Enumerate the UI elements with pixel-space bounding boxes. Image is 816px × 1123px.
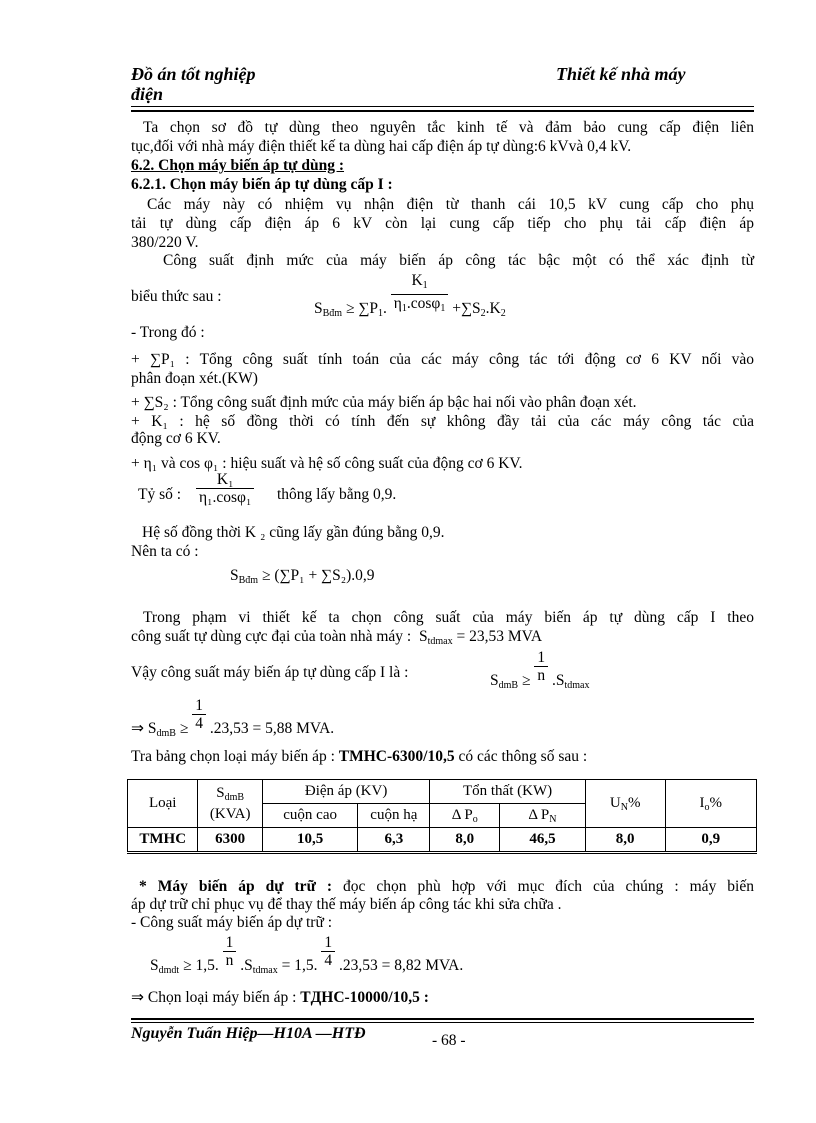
f1-lhs: S (314, 300, 323, 318)
f1-fraction (391, 272, 449, 317)
where-item-3-cont: động cơ 6 KV. (131, 430, 221, 447)
para1-line-2: tải tự dùng cấp điện áp 6 kV còn lại cung cấp tiếp cho phụ tải cấp điện áp (131, 215, 754, 232)
f1-op-sub: 1 (378, 308, 384, 320)
final-choice-prefix: ⇒ Chọn loại máy biến áp : (131, 989, 297, 1006)
f5-sub: dmdt (158, 965, 180, 977)
para3-line-1: Trong phạm vi thiết kế ta chọn công suất của máy biến áp tự dùng cấp I theo (143, 609, 754, 626)
ratio-num: K₁ (216, 471, 234, 488)
th-s (198, 780, 262, 828)
f5-b-sub: tdmax (252, 965, 278, 977)
th-loai: Loại (128, 780, 198, 828)
reserve-line-3: - Công suất máy biến áp dự trữ : (131, 914, 333, 931)
f4-tail: .23,53 = 5,88 MVA. (209, 720, 335, 738)
section-subtitle: 6.2.1. Chọn máy biến áp tự dùng cấp I : (131, 176, 393, 193)
intro-line-1: Ta chọn sơ đồ tự dùng theo nguyên tắc kinh tế và đảm bảo cung cấp điện liên (143, 119, 754, 136)
cell-p0: 8,0 (430, 828, 500, 853)
cell-loai: TMHC (128, 828, 198, 853)
f3-tail-sub: tdmax (564, 680, 590, 692)
f1-lhs-sub: Bđm (322, 308, 343, 320)
where-item-3: + K₁ : hệ số đồng thời có tính đến sự không đầy tải của các máy công tác của (131, 413, 754, 430)
section-title: 6.2. Chọn máy biến áp tự dùng : (131, 157, 345, 174)
ratio-label: Tỷ số : (138, 486, 182, 503)
page-number: - 68 - (432, 1032, 466, 1049)
choose-model: TMHC-6300/10,5 (338, 748, 455, 765)
f5-num1: 1 (225, 934, 234, 951)
cell-io: 0,9 (665, 828, 756, 853)
coef-formula-lhs: S (230, 567, 239, 584)
header-rule-bottom (131, 110, 754, 112)
f1-den2-sub: 1 (440, 303, 446, 314)
para3-line-2-rhs: = 23,53 MVA (452, 628, 543, 645)
where-item-2: + ∑S₂ : Tổng công suất định mức của máy biến áp bậc hai nối vào phân đoạn xét. (131, 394, 637, 411)
where-item-1-cont: phân đoạn xét.(KW) (131, 370, 258, 387)
f4-arrow: ⇒ (131, 720, 148, 738)
ratio-fraction (196, 471, 254, 506)
f4-lhs: S (147, 720, 157, 738)
th-p0 (430, 804, 500, 828)
th-s-sub: dmB (224, 791, 245, 803)
coef-formula (230, 567, 375, 586)
para3-line-2-text: công suất tự dùng cực đại của toàn nhà máy : (131, 628, 412, 645)
f3-op: ≥ (518, 672, 535, 690)
f5-d: .23,53 = 8,82 MVA. (338, 957, 464, 975)
coef-formula-rhs: ≥ (∑P₁ + ∑S₂).0,9 (258, 567, 375, 584)
formula-5 (150, 934, 464, 977)
f5-den2: 4 (321, 951, 335, 969)
th-io-sub: o (704, 801, 710, 813)
formula-4 (131, 697, 335, 740)
f3-tail: .S (551, 672, 565, 690)
formula-3 (490, 649, 590, 692)
para2-line-1: Công suất định mức của máy biến áp công tác bậc một có thể xác định từ (163, 252, 754, 269)
f1-op: ≥ ∑P (342, 300, 379, 318)
th-p0-sub: o (472, 813, 478, 825)
th-s-unit: (KVA) (209, 805, 251, 822)
choose-prefix: Tra bảng chọn loại máy biến áp : (131, 748, 335, 765)
th-un (585, 780, 665, 828)
th-pn-label: Δ P (528, 806, 550, 823)
footer-author: Nguyễn Tuấn Hiệp—H10A —HTĐ (131, 1025, 366, 1042)
formula-sbdm: $S_{Bđm} \ge \sum P_1$. $\frac{K_1}{\eta_1.\cos\varphi_1}$ $+\sum S_2.K_2$ (314, 272, 506, 320)
th-cuon-cao: cuộn cao (262, 804, 357, 828)
f5-a: ≥ 1,5. (179, 957, 219, 975)
f5-c: = 1,5. (277, 957, 318, 975)
where-item-4: + η₁ và cos φ₁ : hiệu suất và hệ số công suất của động cơ 6 KV. (131, 455, 523, 472)
final-choice-model: TДHC-10000/10,5 : (300, 989, 429, 1006)
f3-sub: dmB (498, 680, 519, 692)
cell-pn: 46,5 (500, 828, 586, 853)
final-choice (131, 988, 429, 1007)
th-pn-sub: N (549, 813, 557, 825)
f3-num: 1 (537, 649, 546, 666)
para3-line-3: Vậy công suất máy biến áp tự dùng cấp I là : (131, 664, 409, 681)
f3-den: n (534, 666, 548, 684)
header-title-left-cont: điện (131, 84, 164, 104)
intro-line-2: tục,đối với nhà máy điện thiết kế ta dùng hai cấp điện áp tự dùng:6 kVvà 0,4 kV. (131, 138, 632, 155)
cell-s: 6300 (198, 828, 262, 853)
f4-sub: dmB (156, 728, 176, 740)
f4-den: 4 (192, 714, 206, 732)
f3-lhs: S (490, 672, 499, 690)
f5-num2: 1 (324, 934, 333, 951)
choose-suffix: có các thông số sau : (458, 748, 588, 765)
f1-num: K (411, 272, 423, 289)
th-p0-label: Δ P (451, 806, 473, 823)
header-title-left: Đồ án tốt nghiệp (131, 64, 256, 84)
table-row (128, 828, 757, 853)
f1-den: η (393, 295, 402, 312)
f1-tail2-sub: 2 (500, 308, 506, 320)
header-title-right: Thiết kế nhà máy (556, 64, 686, 84)
f5-b: .S (240, 957, 253, 975)
th-io-label: I (699, 794, 705, 811)
f1-tail2: .K (485, 300, 501, 318)
choose-line (131, 748, 587, 766)
cell-cao: 10,5 (262, 828, 357, 853)
th-s-label: S (216, 784, 225, 801)
coef-formula-sub: Bđm (238, 575, 259, 586)
th-pn (500, 804, 586, 828)
ratio-den: η₁.cosφ₁ (196, 488, 254, 506)
transformer-spec-table (127, 779, 757, 854)
f4-op: ≥ (175, 720, 193, 738)
para1-line-1: Các máy này có nhiệm vụ nhận điện từ thanh cái 10,5 kV cung cấp cho phụ (147, 196, 754, 213)
f1-den2: .cosφ (406, 295, 441, 312)
para1-line-3: 380/220 V. (131, 234, 199, 251)
f5-lhs: S (150, 957, 159, 975)
para3-line-2-sub: tdmax (427, 636, 453, 647)
para3-line-2 (131, 628, 542, 647)
th-io-pct: % (709, 794, 723, 811)
cell-ha: 6,3 (358, 828, 430, 853)
ratio-tail: thông lấy bằng 0,9. (277, 486, 397, 503)
th-un-sub: N (620, 801, 628, 813)
th-dienap: Điện áp (KV) (262, 780, 429, 804)
th-io (665, 780, 756, 828)
para3-line-2-lhs: S (418, 628, 428, 645)
header-rule-top (131, 106, 754, 107)
reserve-line-1-bold: * Máy biến áp dự trữ : (139, 878, 333, 895)
reserve-line-2: áp dự trữ chỉ phục vụ để thay thế máy biến áp công tác khi sửa chữa . (131, 896, 562, 913)
th-un-pct: % (627, 794, 641, 811)
f1-tail: +∑S (452, 300, 481, 318)
f5-den1: n (223, 951, 237, 969)
footer-rule-bottom (131, 1022, 754, 1023)
th-cuon-ha: cuộn hạ (358, 804, 430, 828)
f1-den-sub: 1 (401, 303, 407, 314)
footer-rule-top (131, 1018, 754, 1020)
where-item-1: + ∑P₁ : Tổng công suất tính toán của các máy công tác tới động cơ 6 KV nối vào (131, 351, 754, 368)
cell-un: 8,0 (585, 828, 665, 853)
th-tonthat: Tổn thất (KW) (430, 780, 585, 804)
f4-num: 1 (195, 697, 203, 714)
reserve-line-1 (131, 878, 754, 896)
f1-num-sub: 1 (422, 280, 428, 291)
reserve-line-1-rest: đọc chọn phù hợp với mục đích của chúng : máy biến (332, 878, 754, 895)
coef-line: Hệ số đồng thời K ₂ cũng lấy gần đúng bằng 0,9. (142, 524, 445, 541)
f1-tail-sub: 2 (480, 308, 486, 320)
coef-then: Nên ta có : (131, 543, 199, 560)
formula-label: biểu thức sau : (131, 288, 222, 305)
where-title: - Trong đó : (131, 324, 205, 341)
th-un-label: U (609, 794, 621, 811)
